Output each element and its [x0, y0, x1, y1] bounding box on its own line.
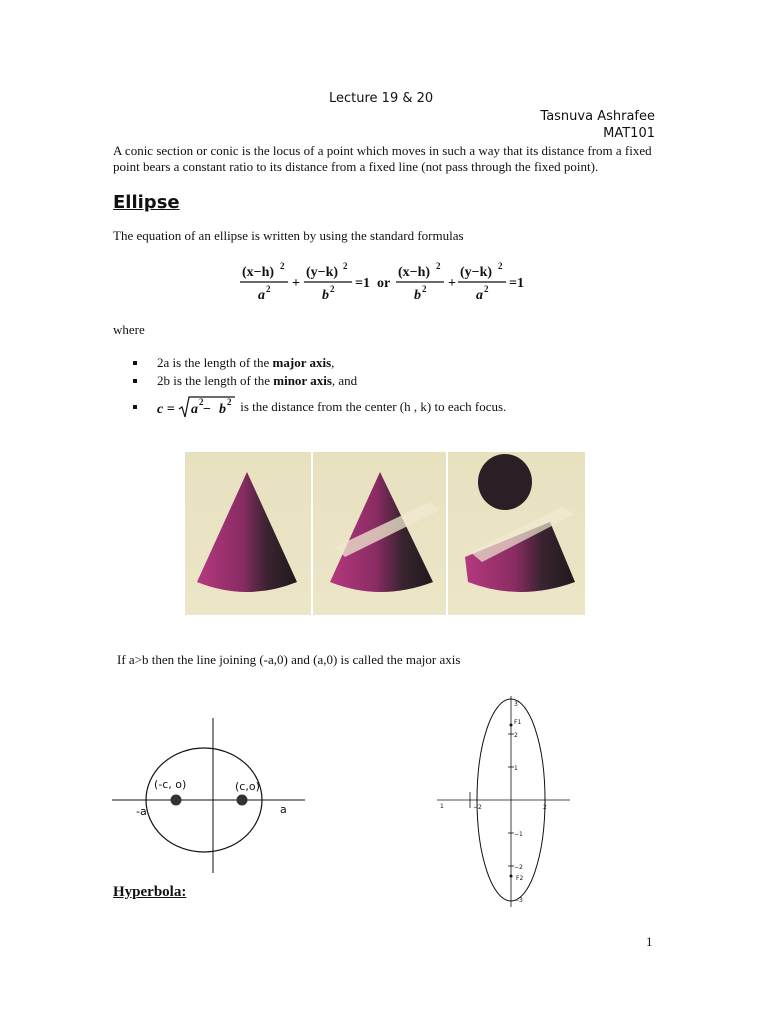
formula-equals: =1	[509, 276, 524, 291]
focus-distance-formula	[157, 393, 237, 423]
intro-paragraph: A conic section or conic is the locus of a point which moves in such a way that its distance from a fixed point bears a constant ratio to its distance from a fixed line (not pass through the fixed point).	[113, 143, 652, 174]
formula-exp: 2	[343, 261, 348, 271]
bullet-icon	[133, 379, 137, 383]
bullet-icon	[133, 361, 137, 365]
lecture-title: Lecture 19 & 20	[329, 91, 434, 106]
author-name: Tasnuva Ashrafee	[540, 109, 655, 124]
term-major-axis: major axis	[272, 355, 332, 370]
course-code: MAT101	[603, 126, 655, 141]
focus-point-right	[237, 795, 248, 806]
list-item-text: 2b is the length of the	[157, 373, 274, 388]
section-heading-ellipse: Ellipse	[113, 192, 180, 213]
bullet-icon	[133, 405, 137, 409]
list-item	[133, 390, 506, 424]
list-item	[133, 372, 506, 390]
svg-text:b: b	[219, 402, 226, 418]
formula-exp: 2	[266, 284, 271, 294]
formula-den-a: a	[476, 288, 483, 303]
equation-intro: The equation of an ellipse is written by using the standard formulas	[113, 228, 464, 243]
major-axis-sentence: If a>b then the line joining (-a,0) and (a,0) is called the major axis	[117, 652, 461, 667]
list-item-text: is the distance from the center (h , k) to each focus.	[240, 399, 507, 414]
svg-text:2: 2	[199, 397, 204, 408]
term-minor-axis: minor axis	[273, 373, 332, 388]
list-item	[133, 354, 506, 372]
formula-term3: (x−h)	[398, 265, 431, 280]
formula-plus: +	[292, 276, 300, 291]
formula-den-b: b	[414, 288, 421, 303]
focus-label-right: (c,o)	[235, 780, 260, 793]
y-tick-label: 3	[514, 701, 518, 708]
svg-text:a: a	[191, 402, 198, 418]
svg-text:−: −	[203, 402, 211, 418]
ellipse-foci-diagram	[112, 716, 312, 876]
vertical-ellipse-plot	[432, 692, 577, 912]
formula-or: or	[377, 276, 391, 291]
where-label: where	[113, 322, 145, 337]
formula-exp: 2	[330, 284, 335, 294]
conic-section-illustration	[185, 452, 585, 615]
formula-exp: 2	[498, 261, 503, 271]
formula-den-a: a	[258, 288, 265, 303]
y-tick-label: −3	[514, 897, 523, 904]
formula-term2: (y−k)	[306, 265, 339, 280]
formula-term4: (y−k)	[460, 265, 493, 280]
formula-term1: (x−h)	[242, 265, 275, 280]
formula-exp: 2	[484, 284, 489, 294]
formula-exp: 2	[280, 261, 285, 271]
focus-f1-label: F1	[514, 719, 522, 726]
neg-a-label: -a	[136, 805, 147, 818]
y-tick-label: 2	[514, 732, 518, 739]
pos-a-label: a	[280, 803, 287, 816]
formula-equals: =1	[355, 276, 370, 291]
y-tick-label: 1	[514, 765, 518, 772]
svg-text:2: 2	[227, 397, 232, 408]
x-tick-label: 2	[543, 804, 547, 811]
list-item-text: ,	[331, 355, 335, 370]
list-item-text: 2a is the length of the	[157, 355, 273, 370]
ellipse-standard-formula	[238, 260, 538, 304]
focus-point-left	[171, 795, 182, 806]
focus-label-left: (-c, o)	[154, 778, 187, 791]
formula-den-b: b	[322, 288, 329, 303]
y-tick-label: −1	[514, 831, 523, 838]
section-heading-hyperbola: Hyperbola:	[113, 884, 187, 900]
focus-f2-label: F2	[516, 875, 524, 882]
x-tick-label: −2	[473, 804, 482, 811]
x-tick-label: 1	[440, 803, 444, 810]
list-item-text: , and	[331, 373, 358, 388]
page-number: 1	[646, 934, 653, 949]
svg-text:c =: c =	[157, 402, 175, 418]
y-tick-label: −2	[514, 864, 523, 871]
formula-plus: +	[448, 276, 456, 291]
formula-exp: 2	[436, 261, 441, 271]
formula-exp: 2	[422, 284, 427, 294]
ellipse-properties-list	[133, 354, 506, 424]
